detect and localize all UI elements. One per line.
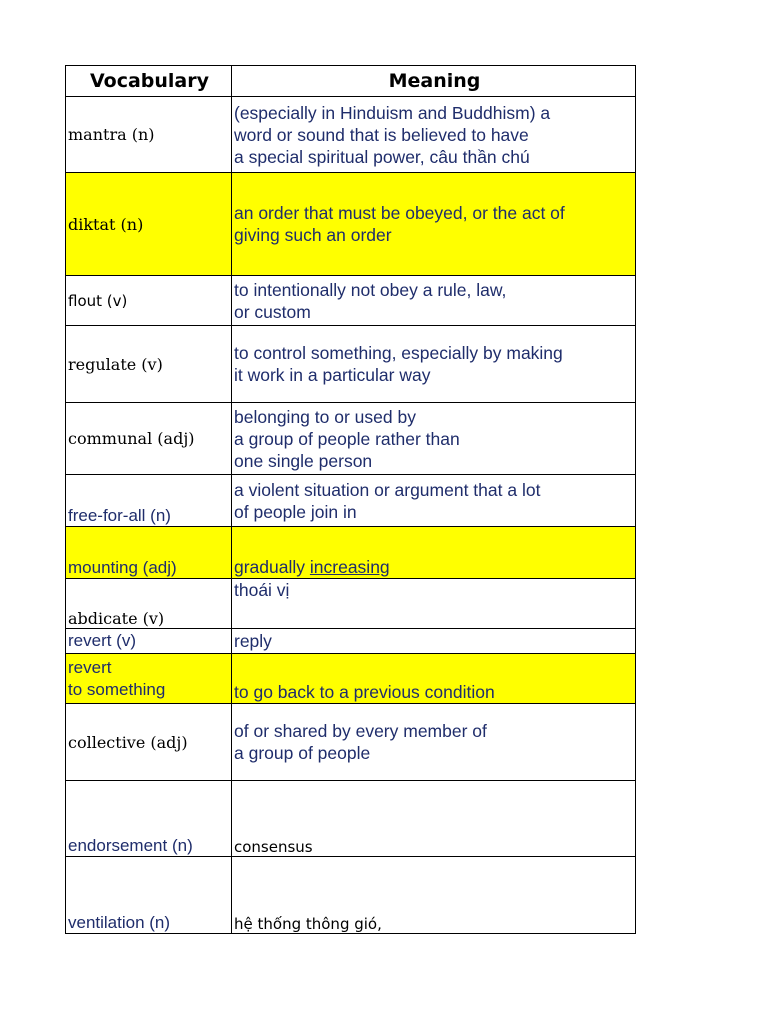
meaning-cell: gradually increasing — [232, 527, 636, 579]
meaning-cell: thoái vị — [232, 579, 636, 629]
word-cell: abdicate (v) — [66, 579, 232, 629]
meaning-cell: reply — [232, 629, 636, 654]
word-cell: flout (v) — [66, 276, 232, 326]
table-row — [66, 276, 636, 326]
word-cell: collective (adj) — [66, 704, 232, 781]
word-cell: free-for-all (n) — [66, 475, 232, 527]
word-cell: regulate (v) — [66, 326, 232, 403]
vocabulary-header: Vocabulary — [66, 66, 232, 97]
table-row — [66, 857, 636, 934]
table-row — [66, 579, 636, 629]
table-row — [66, 527, 636, 579]
table-row — [66, 629, 636, 654]
word-cell: endorsement (n) — [66, 781, 232, 857]
table-row — [66, 654, 636, 704]
word-cell: mounting (adj) — [66, 527, 232, 579]
word-cell: mantra (n) — [66, 97, 232, 173]
vocabulary-table — [65, 65, 636, 934]
meaning-cell: (especially in Hinduism and Buddhism) a word or sound that is believed to have a special spiritual power, câu thần chú — [232, 97, 636, 173]
table-row — [66, 781, 636, 857]
meaning-cell: to intentionally not obey a rule, law, or custom — [232, 276, 636, 326]
table-row — [66, 326, 636, 403]
meaning-cell: to go back to a previous condition — [232, 654, 636, 704]
header-row — [66, 66, 636, 97]
meaning-header: Meaning — [232, 66, 636, 97]
table-row — [66, 97, 636, 173]
word-cell: diktat (n) — [66, 173, 232, 276]
meaning-cell: to control something, especially by making it work in a particular way — [232, 326, 636, 403]
word-cell: revert (v) — [66, 629, 232, 654]
meaning-cell: a violent situation or argument that a lot of people join in — [232, 475, 636, 527]
table-row — [66, 475, 636, 527]
word-cell: communal (adj) — [66, 403, 232, 475]
table-row — [66, 704, 636, 781]
meaning-cell: of or shared by every member of a group of people — [232, 704, 636, 781]
meaning-cell: hệ thống thông gió, — [232, 857, 636, 934]
word-cell: revert to something — [66, 654, 232, 704]
meaning-cell: belonging to or used by a group of people rather than one single person — [232, 403, 636, 475]
word-cell: ventilation (n) — [66, 857, 232, 934]
table-row — [66, 403, 636, 475]
meaning-cell: an order that must be obeyed, or the act of giving such an order — [232, 173, 636, 276]
table-row — [66, 173, 636, 276]
meaning-cell: consensus — [232, 781, 636, 857]
